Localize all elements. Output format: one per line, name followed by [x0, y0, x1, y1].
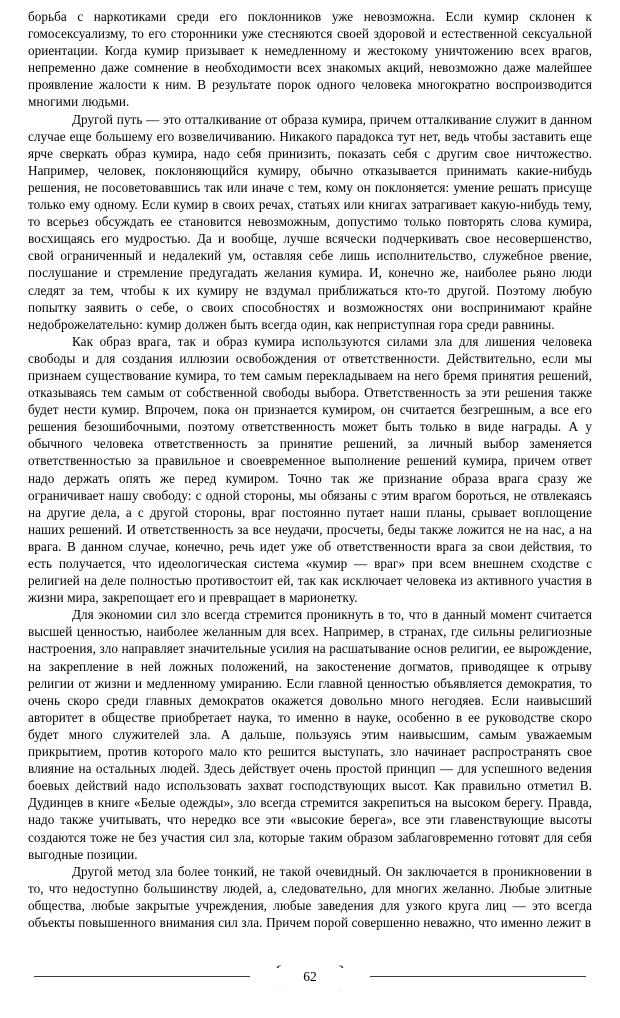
page-body [28, 8, 592, 931]
paragraph: Другой путь — это отталкивание от образа кумира, причем отталкивание служит в данном случае еще большему его возвеличиванию. Никакого парадокса тут нет, ведь чтобы заставить еще ярче сверкать образ кумира, надо себя принизить, показать себя с другим свое ничтожество. Например, человек, поклоняющийся кумиру, обычно отказывается принимать какие-нибудь решения, не посоветовавшись так или иначе с тем, кому он поклоняется: умение решать присуще только ему одному. Если кумир в своих речах, статьях или книгах затрагивает какую-нибудь тему, то всерьез обсуждать ее становится невозможным, допустимо только повторять слова кумира, восхищаясь его мудростью. Да и вообще, лучше всячески подчеркивать свое несовершенство, свой ограниченный и недалекий ум, оставляя себе лишь исполнительство, служебное рвение, послушание и стремление предугадать желания кумира. И, конечно же, наиболее рьяно люди следят за тем, чтобы к их кумиру не вздумал приближаться кто-то другой. Поэтому любую попытку заявить о себе, о своих способностях и возможностях они воспринимают крайне недоброжелательно: кумир должен быть всегда один, как неприступная гора среди равнины. [28, 111, 592, 332]
paragraph: Как образ врага, так и образ кумира используются силами зла для лишения человека свободы и для создания иллюзии освобождения от ответственности. Действительно, если мы признаем существование кумира, то тем самым перекладываем на него бремя принятия решений, отказываясь тем самым от собственной свободы выбора. Ответственность за эти решения также будет нести кумир. Впрочем, пока он признается кумиром, он считается безгрешным, а все его решения безошибочными, поэтому ответственность может быть только в виде награды. А у обычного человека ответственность за принятие решений, за личный выбор заменяется ответственностью за правильное и своевременное выполнение решений кумира, причем ответ надо держать опять же перед кумиром. Точно так же признание образа врага сразу же ограничивает нашу свободу: с одной стороны, мы обязаны с этим врагом бороться, не отвлекаясь на другие дела, а с другой стороны, враг постоянно путает наши планы, срывает воплощение наших решений. И ответственность за все неудачи, просчеты, беды также ложится не на нас, а на врага. В данном случае, конечно, речь идет уже об ответственности врага за свои действия, то есть получается, что идеологическая система «кумир — враг» при всем внешнем сходстве с религией на деле полностью противостоит ей, так как исключает человека из активного участия в жизни мира, закрепощает его и превращает в марионетку. [28, 333, 592, 606]
page-footer [0, 964, 620, 1004]
page-number: 62 [295, 969, 325, 985]
paragraph: борьба с наркотиками среди его поклонников уже невозможна. Если кумир склонен к гомосексуализму, то его сторонники уже стесняются своей здоровой и естественной сексуальной ориентации. Когда кумир призывает к немедленному и жестокому уничтожению всех врагов, непременно даже сомнение в необходимости всех знакомых акций, невозможно даже малейшее проявление жалости к ним. В результате порок одного человека многократно воспроизводится многими людьми. [28, 9, 592, 110]
paragraph: Другой метод зла более тонкий, не такой очевидный. Он заключается в проникновении в то, что недоступно большинству людей, а, следовательно, для многих желанно. Любые элитные общества, любые закрытые учреждения, любые заведения для узкого круга лиц — это всегда объекты повышенного внимания сил зла. Причем порой совершенно неважно, что именно лежит в [28, 863, 592, 930]
paragraph: Для экономии сил зло всегда стремится проникнуть в то, что в данный момент считается высшей ценностью, наиболее желанным для всех. Например, в странах, где сильны религиозные настроения, зло направляет значительные усилия на расшатывание основ религии, ее вырождение, на закрепление в ней ложных положений, на закостенение догматов, приводящее к отрыву религии от жизни и медленному умиранию. Если главной ценностью объявляется демократия, то очень скоро среди главных демократов окажется довольно много негодяев. Если наивысший авторитет в обществе приобретает наука, то именно в науке, особенно в ее руководстве скоро будет много служителей зла. А дальше, пользуясь этим наивысшим, самым уважаемым прикрытием, против которого мало кто решится выступать, зло начинает распространять свое влияние на остальных людей. Здесь действует очень простой принцип — для успешного ведения боевых действий надо использовать захват господствующих высот. Как правильно отметил В. Дудинцев в книге «Белые одежды», зло всегда стремится закрепиться на высоком берегу. Правда, надо также учитывать, что нередко все эти «высокие берега», все эти главенствующие высоты создаются тоже не без участия сил зла, которые таким образом заблаговременно готовят для себя выгодные позиции. [28, 607, 592, 862]
